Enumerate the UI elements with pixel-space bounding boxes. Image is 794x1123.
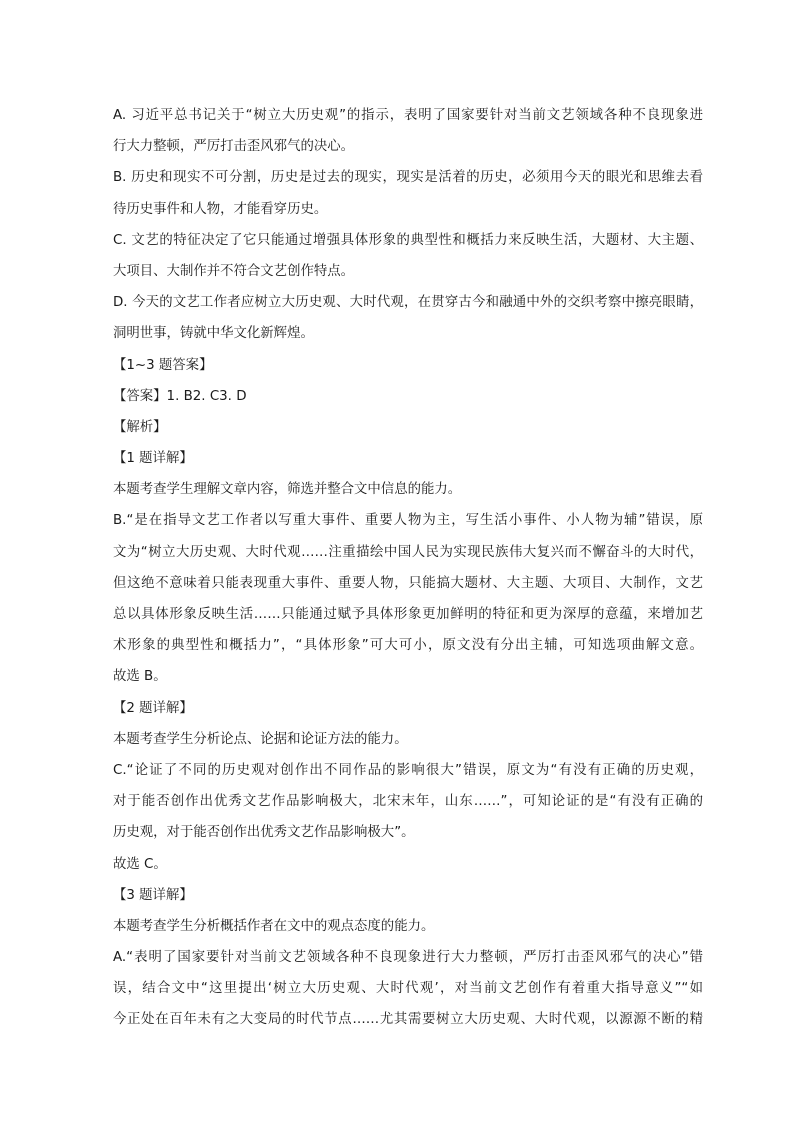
q2-conclusion: 故选 C。 [113, 856, 167, 872]
q2-heading: 【2 题详解】 [113, 700, 193, 716]
option-c-line-2: 大项目、大制作并不符合文艺创作特点。 [113, 263, 355, 279]
answer-line: 【答案】1. B2. C3. D [113, 388, 247, 404]
option-b-line-2: 待历史事件和人物，才能看穿历史。 [113, 201, 328, 217]
q1-heading: 【1 题详解】 [113, 451, 193, 467]
q2-intro: 本题考查学生分析论点、论据和论证方法的能力。 [113, 731, 408, 747]
option-a-line-1: A. 习近平总书记关于“树立大历史观”的指示，表明了国家要针对当前文艺领域各种不良现象进 [113, 108, 703, 123]
q1-body-line-4: 总以具体形象反映生活……只能通过赋予具体形象更加鲜明的特征和更为深厚的意蕴，来增加艺 [113, 607, 703, 622]
analysis-heading: 【解析】 [113, 419, 167, 435]
q1-intro: 本题考查学生理解文章内容，筛选并整合文中信息的能力。 [113, 482, 462, 498]
q3-body-line-2: 误，结合文中“这里提出‘树立大历史观、大时代观’，对当前文艺创作有着重大指导意义”“如 [113, 981, 703, 997]
option-a-line-2: 行大力整顿，严厉打击歪风邪气的决心。 [113, 139, 355, 155]
q2-body-line-2: 对于能否创作出优秀文艺作品影响极大，北宋末年，山东……”，可知论证的是“有没有正确的 [113, 794, 703, 810]
option-c-line-1: C. 文艺的特征决定了它只能通过增强具体形象的典型性和概括力来反映生活，大题材、大主题、 [113, 232, 703, 248]
q1-body-line-5: 术形象的典型性和概括力”，“具体形象”可大可小，原文没有分出主辅，可知选项曲解文意。 [113, 638, 703, 654]
q3-heading: 【3 题详解】 [113, 887, 193, 903]
q3-body-line-3: 今正处在百年未有之大变局的时代节点……尤其需要树立大历史观、大时代观，以源源不断的精 [113, 1012, 703, 1028]
q1-body-line-2: 文为“树立大历史观、大时代观……注重描绘中国人民为实现民族伟大复兴而不懈奋斗的大时代， [113, 544, 703, 560]
q1-conclusion: 故选 B。 [113, 669, 167, 685]
q2-body-line-3: 历史观，对于能否创作出优秀文艺作品影响极大”。 [113, 825, 415, 841]
q1-body-line-1: B.“是在指导文艺工作者以写重大事件、重要人物为主，写生活小事件、小人物为辅”错误，原 [113, 513, 703, 529]
option-d-line-2: 洞明世事，铸就中华文化新辉煌。 [113, 326, 314, 342]
q3-body-line-1: A.“表明了国家要针对当前文艺领域各种不良现象进行大力整顿，严厉打击歪风邪气的决心”错 [113, 950, 703, 966]
document-body [113, 100, 703, 1036]
answer-heading: 【1~3 题答案】 [113, 357, 213, 373]
q3-intro: 本题考查学生分析概括作者在文中的观点态度的能力。 [113, 918, 435, 934]
option-d-line-1: D. 今天的文艺工作者应树立大历史观、大时代观，在贯穿古今和融通中外的交织考察中擦亮眼睛， [113, 295, 703, 311]
option-b-line-1: B. 历史和现实不可分割，历史是过去的现实，现实是活着的历史，必须用今天的眼光和思维去看 [113, 170, 703, 186]
q2-body-line-1: C.“论证了不同的历史观对创作出不同作品的影响很大”错误，原文为“有没有正确的历史观， [113, 762, 703, 778]
q1-body-line-3: 但这绝不意味着只能表现重大事件、重要人物，只能搞大题材、大主题、大项目、大制作，文艺 [113, 575, 703, 591]
